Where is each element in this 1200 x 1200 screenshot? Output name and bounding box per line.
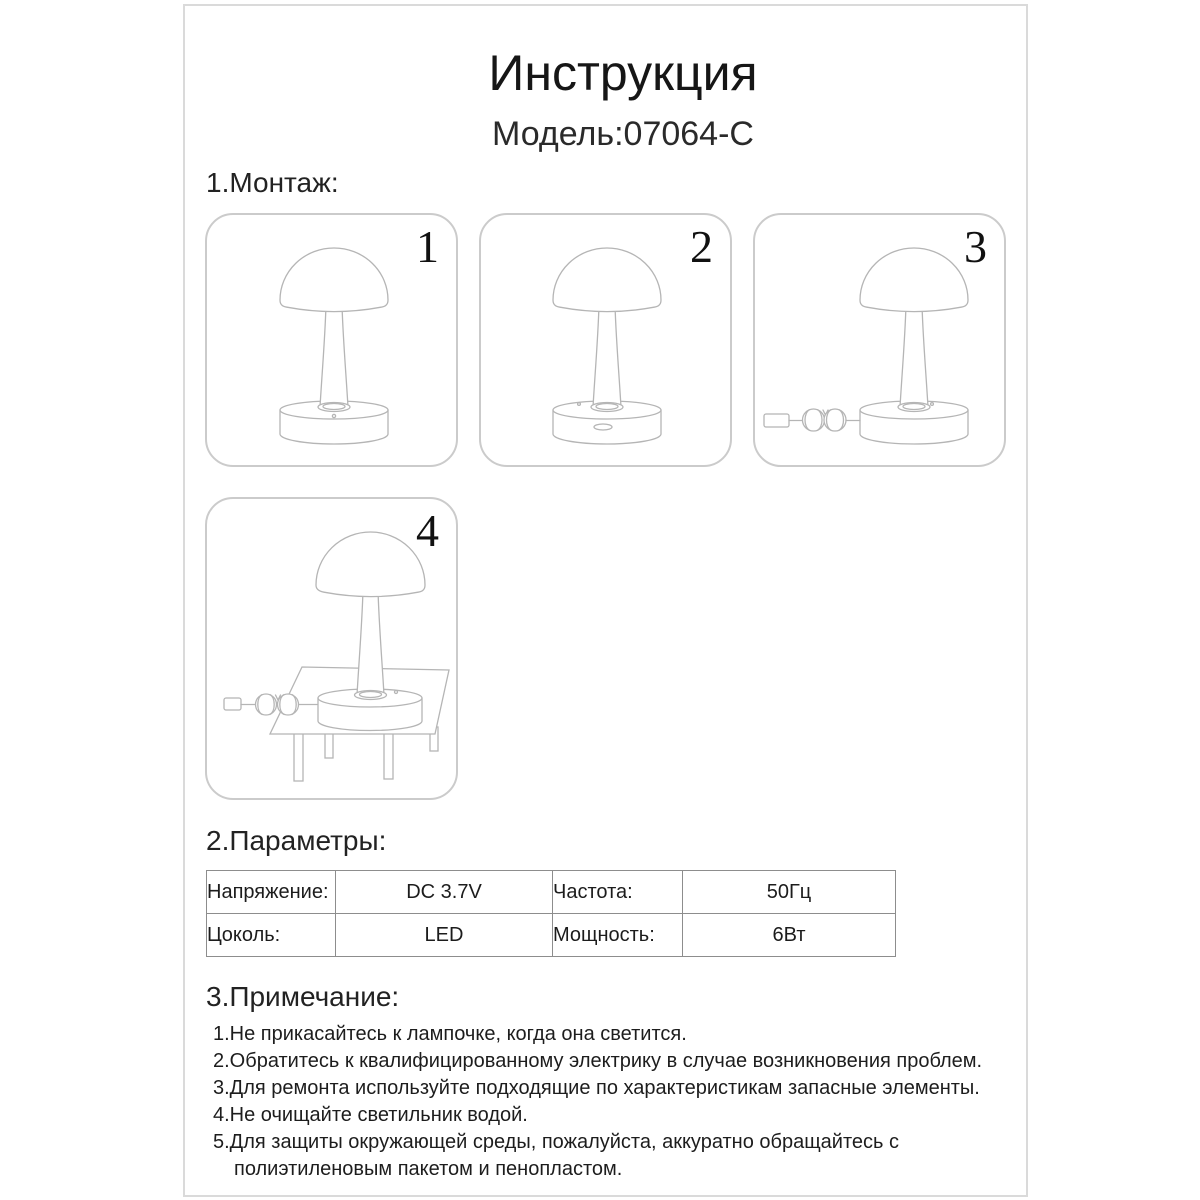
cable-coil: [278, 694, 299, 715]
note-item: 3.Для ремонта используйте подходящие по характеристикам запасные элементы.: [213, 1077, 980, 1099]
table-leg: [384, 731, 393, 779]
note-item-continuation: полиэтиленовым пакетом и пенопластом.: [234, 1158, 623, 1180]
parameters-table: [206, 870, 896, 957]
lamp-cap: [316, 532, 425, 597]
cable-coil: [824, 409, 846, 431]
header: [240, 46, 1006, 152]
note-item: 1.Не прикасайтесь к лампочке, когда она светится.: [213, 1023, 687, 1045]
step-number: 1: [416, 221, 439, 272]
note-item: 2.Обратитесь к квалифицированному электрику в случае возникновения проблем.: [213, 1050, 983, 1072]
notes-list: [213, 1021, 1006, 1183]
lamp-cap: [860, 248, 968, 312]
section-notes-heading: 3.Примечание:: [206, 981, 400, 1012]
table-row: [207, 914, 896, 957]
lamp-cap: [553, 248, 661, 312]
montage-step-1-panel: [205, 213, 458, 467]
cable-coil: [803, 409, 825, 431]
lamp-cap: [280, 248, 388, 312]
param-value-power: 6Вт: [683, 914, 896, 957]
lamp-stem: [320, 305, 348, 407]
section-params-heading: 2.Параметры:: [206, 825, 387, 856]
step-number: 4: [416, 505, 439, 556]
usb-cable-plug: [764, 414, 789, 427]
table-leg: [294, 731, 303, 781]
param-label-socket: Цоколь:: [207, 914, 336, 957]
step-number: 2: [690, 221, 713, 272]
note-item: 4.Не очищайте светильник водой.: [213, 1104, 528, 1126]
instruction-sheet: [183, 4, 1028, 1197]
param-value-voltage: DC 3.7V: [336, 871, 553, 914]
usb-cable-plug: [224, 698, 241, 710]
cable-coil: [256, 694, 277, 715]
montage-panels-row: [205, 213, 1006, 467]
table-leg: [325, 731, 333, 758]
montage-step-3-panel: [753, 213, 1006, 467]
table-row: [207, 871, 896, 914]
lamp-stem: [593, 305, 621, 407]
param-value-socket: LED: [336, 914, 553, 957]
param-label-power: Мощность:: [553, 914, 683, 957]
lamp-stem: [357, 590, 384, 695]
note-item: 5.Для защиты окружающей среды, пожалуйста, аккуратно обращайтесь с: [213, 1131, 900, 1153]
param-label-voltage: Напряжение:: [207, 871, 336, 914]
montage-step-2-panel: [479, 213, 732, 467]
lamp-stem: [900, 305, 928, 407]
section-montage-heading: 1.Монтаж:: [206, 167, 339, 198]
page-title: Инструкция: [488, 45, 758, 101]
step-number: 3: [964, 221, 987, 272]
param-label-frequency: Частота:: [553, 871, 683, 914]
montage-step-4-panel: [205, 497, 458, 800]
model-number: Модель:07064-C: [492, 115, 754, 153]
param-value-frequency: 50Гц: [683, 871, 896, 914]
